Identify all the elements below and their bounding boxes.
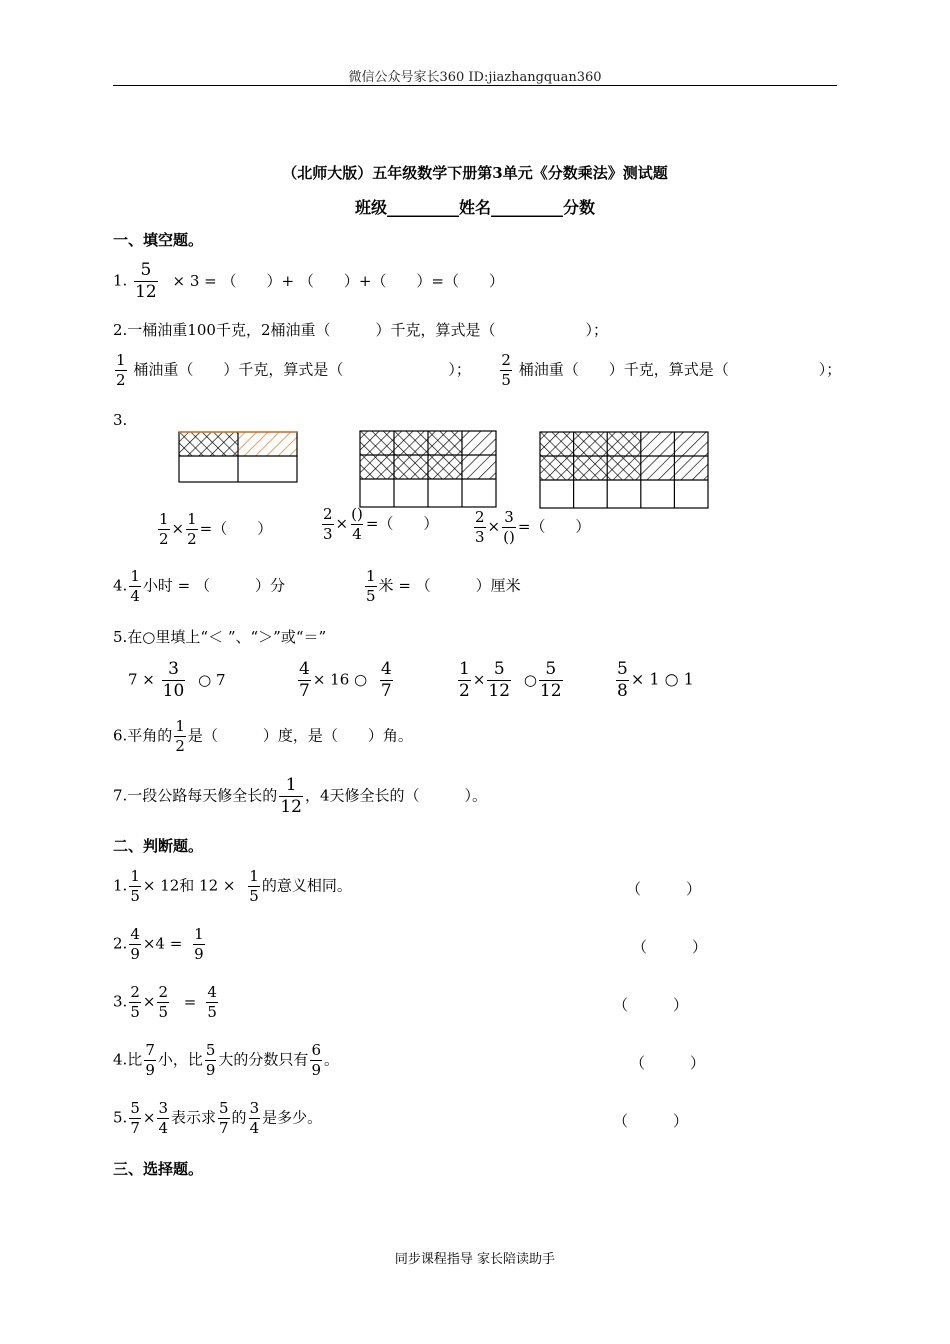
- question-1-2-line1: 2.一桶油重100千克，2桶油重（ ）千克，算式是（ ）；: [113, 321, 608, 339]
- fraction: $\frac{1}{5}$: [130, 867, 140, 905]
- compare-3: $\frac{1}{2}$ × $\frac{5}{12}$ ○ $\frac{5}{12}$: [459, 659, 562, 701]
- fraction: $\frac{2}{5}$: [130, 983, 140, 1021]
- fraction: $\frac{5}{12}$: [135, 260, 157, 302]
- fraction: $\frac{7}{9}$: [145, 1041, 155, 1079]
- answer-blank: =（ ）: [517, 517, 591, 536]
- question-text: × 3 = （ ）+ （ ）+（ ）=（ ）: [172, 271, 504, 290]
- judge-item-1: 1. $\frac{1}{5}$ × 12和 12 × $\frac{1}{5}$ 的意义相同。: [113, 867, 352, 905]
- fraction: $\frac{1}{2}$: [187, 510, 197, 548]
- fraction-diagram-2: [358, 429, 500, 509]
- judge-answer-4[interactable]: （ ）: [630, 1054, 706, 1072]
- fraction: $\frac{4}{7}$: [380, 659, 392, 701]
- section-heading-judge: 二、判断题。: [113, 837, 204, 855]
- section-heading-choice: 三、选择题。: [113, 1160, 204, 1178]
- question-1-2-line2: [113, 353, 841, 388]
- student-info-line: 班级_________姓名_________分数: [354, 198, 595, 217]
- fraction: $\frac{4}{5}$: [207, 983, 217, 1021]
- fraction: $\frac{2}{5}$: [158, 983, 168, 1021]
- fraction: $\frac{6}{9}$: [311, 1041, 321, 1079]
- fraction: $\frac{5}{9}$: [205, 1041, 216, 1079]
- judge-item-4: 4.比 $\frac{7}{9}$ 小，比 $\frac{5}{9}$ 大的分数只有 $\frac{6}{9}$ 。: [113, 1041, 339, 1079]
- question-text: 桶油重（ ）千克，算式是（ ）；: [518, 360, 842, 379]
- answer-blank: =（ ）: [365, 514, 439, 533]
- fraction: $\frac{1}{9}$: [194, 925, 204, 963]
- question-1-3-number: 3.: [113, 411, 128, 429]
- question-1-4b: $\frac{1}{5}$ 米 = （ ）厘米: [366, 567, 521, 605]
- question-1-3-expr-2: $\frac{2}{3}$ × () 4 =（ ）: [323, 505, 439, 543]
- question-1-4a: 4. $\frac{1}{4}$ 小时 = （ ）分: [113, 567, 285, 605]
- compare-2: $\frac{4}{7}$ × 16 ○ $\frac{4}{7}$: [299, 659, 392, 701]
- fraction-diagram-3: [538, 430, 712, 510]
- question-number: 1.: [113, 271, 128, 290]
- fraction: $\frac{3}{10}$: [162, 659, 185, 701]
- question-1-7: 7.一段公路每天修全长的 $\frac{1}{12}$ ，4天修全长的（ ）。: [113, 775, 488, 817]
- fraction: $\frac{1}{12}$: [280, 775, 302, 817]
- fraction: $\frac{4}{7}$: [299, 659, 310, 701]
- compare-1: 7 × $\frac{3}{10}$ ○ 7: [128, 659, 226, 701]
- judge-item-3: 3. $\frac{2}{5}$ × $\frac{2}{5}$ = $\frac{4}{5}$: [113, 983, 217, 1021]
- fraction: $\frac{1}{2}$: [459, 659, 470, 701]
- judge-answer-2[interactable]: （ ）: [632, 938, 708, 956]
- judge-item-2: 2. $\frac{4}{9}$ ×4 = $\frac{1}{9}$: [113, 925, 204, 963]
- fraction: $\frac{1}{5}$: [249, 867, 259, 905]
- fraction: $\frac{4}{9}$: [130, 925, 140, 963]
- answer-blank: =（ ）: [199, 519, 273, 538]
- fraction: 3 (): [503, 508, 515, 546]
- footer-text: 同步课程指导 家长陪读助手: [394, 1252, 556, 1267]
- judge-answer-5[interactable]: （ ）: [613, 1112, 689, 1130]
- fraction: $\frac{1}{4}$: [130, 567, 140, 605]
- judge-item-5: 5. $\frac{5}{7}$ × $\frac{3}{4}$ 表示求 $\frac{5}{7}$ 的 $\frac{3}{4}$ 是多少。: [113, 1099, 323, 1137]
- fraction: $\frac{2}{3}$: [323, 505, 333, 543]
- question-1-1: [113, 262, 504, 301]
- fraction: $\frac{5}{7}$: [130, 1099, 140, 1137]
- fraction: $\frac{5}{7}$: [219, 1099, 229, 1137]
- fraction: $\frac{1}{2}$: [116, 351, 126, 389]
- fraction: $\frac{3}{4}$: [249, 1099, 260, 1137]
- judge-answer-3[interactable]: （ ）: [613, 996, 689, 1014]
- fraction: $\frac{1}{5}$: [366, 567, 376, 605]
- fraction-diagram-1: [178, 431, 300, 485]
- fraction: $\frac{1}{2}$: [159, 510, 169, 548]
- page-title: （北师大版）五年级数学下册第3单元《分数乘法》测试题: [282, 164, 668, 182]
- compare-4: $\frac{5}{8}$ × 1 ○ 1: [617, 659, 694, 701]
- judge-answer-1[interactable]: （ ）: [626, 880, 702, 898]
- fraction: $\frac{2}{3}$: [475, 508, 485, 546]
- fraction: $\frac{5}{12}$: [539, 659, 562, 701]
- question-1-3-expr-3: $\frac{2}{3}$ × 3 () =（ ）: [475, 508, 591, 546]
- header-rule: [113, 85, 837, 86]
- fraction: $\frac{2}{5}$: [501, 351, 511, 389]
- question-1-6: 6.平角的 $\frac{1}{2}$ 是（ ）度，是（ ）角。: [113, 717, 413, 755]
- fraction: $\frac{1}{2}$: [175, 717, 185, 755]
- question-text: 桶油重（ ）千克，算式是（ ）；: [133, 360, 471, 379]
- question-1-5-text: 5.在○里填上“＜ ”、“＞”或“＝”: [113, 628, 327, 646]
- fraction: $\frac{5}{8}$: [617, 659, 628, 701]
- fraction: $\frac{3}{4}$: [158, 1099, 168, 1137]
- fraction: () 4: [351, 505, 363, 543]
- header-watermark: 微信公众号家长360 ID:jiazhangquan360: [348, 70, 602, 85]
- section-heading-fill: 一、填空题。: [113, 231, 204, 249]
- fraction: $\frac{5}{12}$: [488, 659, 511, 701]
- question-1-3-expr-1: $\frac{1}{2}$ × $\frac{1}{2}$ =（ ）: [159, 510, 273, 548]
